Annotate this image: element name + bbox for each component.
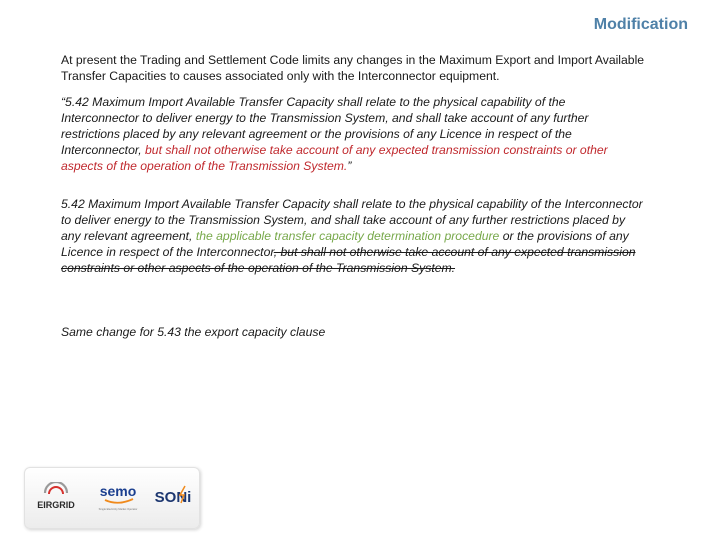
current-clause-text: “5.42 Maximum Import Available Transfer Capacity shall relate to the physical capability of the Interconnector to deliver energy to the Transmission System, and shall take account of any further restrictions placed by any relevant agreement or the provisions of any Licence in respect of the Interconnector, <box>61 95 589 157</box>
eirgrid-logo-text: EIRGRID <box>37 500 75 510</box>
current-clause-paragraph <box>61 94 646 174</box>
proposed-clause-paragraph <box>61 196 646 276</box>
current-clause-highlighted-text: but shall not otherwise take account of any expected transmission constraints or other aspects of the operation of the Transmission System. <box>61 143 608 173</box>
semo-logo <box>91 480 145 514</box>
intro-paragraph: At present the Trading and Settlement Code limits any changes in the Maximum Export and Import Available Transfer Capacities to causes associated only with the Interconnector equipment. <box>61 53 645 83</box>
proposed-clause-text: 5.42 Maximum Import Available Transfer Capacity shall relate to the physical capability of the Interconnector to deliver energy to the Transmission System, and shall take account of any further restrictions placed by any relevant agreement, <box>61 197 643 243</box>
footer-logo-panel <box>24 467 200 529</box>
proposed-clause-text-continued: or the provisions of any Licence in respect of the Interconnector <box>61 229 629 259</box>
soni-logo-text: SONi <box>154 489 192 506</box>
semo-logo-text: semo <box>99 483 137 499</box>
proposed-clause-deleted-text: , but shall not otherwise take account of any expected transmission constraints or other aspects of the operation of the Transmission System. <box>61 245 636 275</box>
eirgrid-logo <box>31 482 81 516</box>
note-paragraph: Same change for 5.43 the export capacity clause <box>61 325 326 339</box>
page-title: Modification <box>593 16 688 33</box>
proposed-clause-inserted-text: the applicable transfer capacity determination procedure <box>195 229 500 243</box>
semo-logo-tagline: Single Electricity Market Operator <box>98 508 138 511</box>
soni-logo <box>151 484 195 508</box>
current-clause-closing-quote: ” <box>347 159 352 173</box>
